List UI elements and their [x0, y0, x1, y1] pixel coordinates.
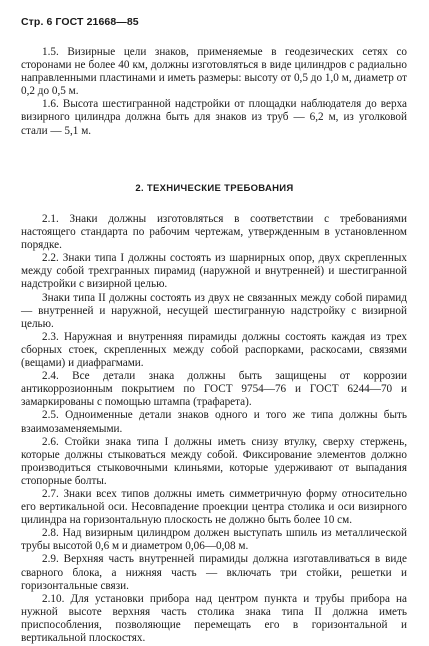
paragraph-2-10: 2.10. Для установки прибора над центром пункта и трубы прибора на нужной высоте верхняя часть столика знака типа II должна иметь приспособления, позволяющие перемещать его в горизонтальной и вертикальной плоскостях. — [21, 592, 407, 644]
intro-block — [21, 46, 407, 138]
paragraph-2-5: 2.5. Одноименные детали знаков одного и того же типа должны быть взаимозаменяемыми. — [21, 409, 407, 435]
paragraph-2-2: 2.2. Знаки типа I должны состоять из шарнирных опор, двух скрепленных между собой трехгранных пирамид (наружной и внутренней) и шестигранной надстройки с визирной целью. — [21, 252, 407, 291]
paragraph-2-4: 2.4. Все детали знака должны быть защищены от коррозии антикоррозионным покрытием по ГОСТ 9754—76 и ГОСТ 6244—70 и замаркированы с помощью штампа (трафарета). — [21, 370, 407, 409]
paragraph-2-1: 2.1. Знаки должны изготовляться в соответствии с требованиями настоящего стандарта по рабочим чертежам, утвержденным в установленном порядке. — [21, 213, 407, 252]
paragraph-2-3: 2.3. Наружная и внутренняя пирамиды должны состоять каждая из трех сборных стоек, скрепленных между собой распорками, раскосами, связями (вещами) и диафрагмами. — [21, 330, 407, 370]
paragraph-2-7: 2.7. Знаки всех типов должны иметь симметричную форму относительно его вертикальной оси. Несовпадение проекции центра столика и оси визирного цилиндра на горизонтальную плоскость не должно быть более 10 см. — [21, 487, 407, 527]
paragraph-1-5: 1.5. Визирные цели знаков, применяемые в геодезических сетях со сторонами не более 40 км, должны изготовляться в виде цилиндров с радиально направленными пластинами и иметь размеры: высоту от 0,5 до 1,0 м, диаметр от 0,2 до 0,5 м. — [21, 46, 407, 98]
requirements-block — [21, 213, 407, 645]
section-title: 2. ТЕХНИЧЕСКИЕ ТРЕБОВАНИЯ — [135, 183, 294, 194]
paragraph-2-8: 2.8. Над визирным цилиндром должен выступать шпиль из металлической трубы высотой 0,6 м и диаметром 0,06—0,08 м. — [21, 527, 407, 553]
paragraph-2-2-type-ii: Знаки типа II должны состоять из двух не связанных между собой пирамид — внутренней и наружной, несущей шестигранную надстройку с визирной целью. — [21, 291, 407, 330]
page-header: Стр. 6 ГОСТ 21668—85 — [21, 16, 139, 28]
paragraph-2-6: 2.6. Стойки знака типа I должны иметь снизу втулку, сверху стержень, которые должны стыковаться между собой. Фиксирование элементов должно производиться стыковочными клиньями, которые удерживают от выпадания стопорные болты. — [21, 435, 407, 487]
paragraph-1-6: 1.6. Высота шестигранной надстройки от площадки наблюдателя до верха визирного цилиндра должна быть для знаков из труб — 6,2 м, из уголковой стали — 5,1 м. — [21, 98, 407, 137]
paragraph-2-9: 2.9. Верхняя часть внутренней пирамиды должна изготавливаться в виде сварного блока, а нижняя часть — включать три стойки, решетки и горизонтальные связи. — [21, 553, 407, 592]
